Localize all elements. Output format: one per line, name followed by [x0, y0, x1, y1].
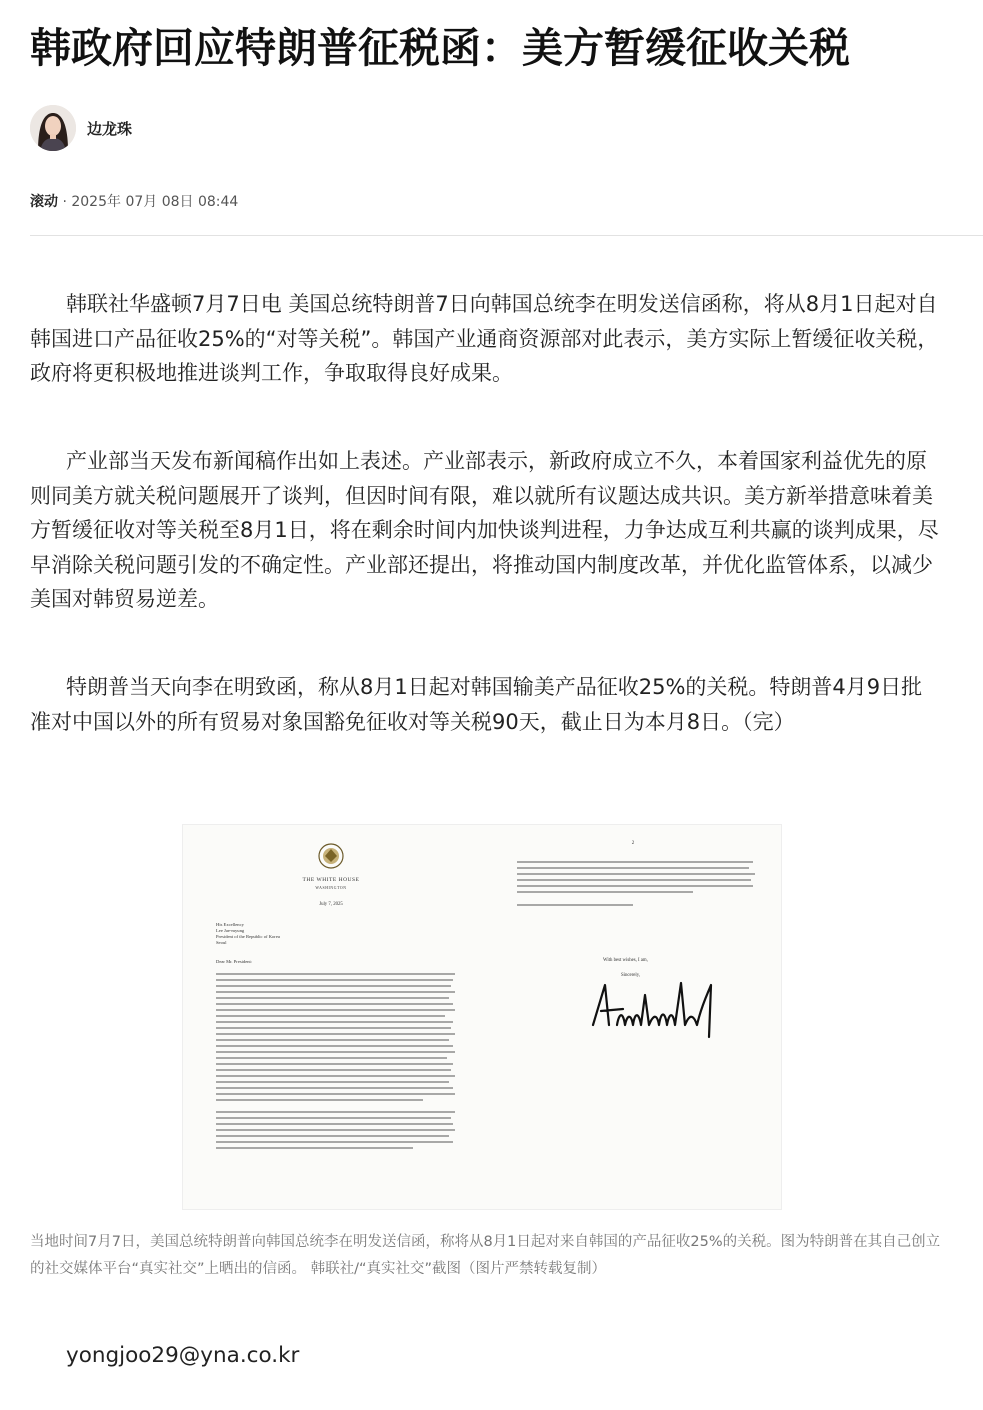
recipient-line: Lee Jae-myung	[216, 928, 245, 933]
author-row	[30, 104, 132, 152]
author-avatar[interactable]	[30, 105, 76, 151]
recipient-line: President of the Republic of Korea	[216, 934, 280, 939]
letter-page-2	[483, 825, 782, 1210]
author-name[interactable]: 边龙珠	[87, 119, 133, 138]
article-paragraph: 产业部当天发布新闻稿作出如上表述。产业部表示，新政府成立不久，本着国家利益优先的原则同美方就关税问题展开了谈判，但因时间有限，难以就所有议题达成共识。美方新举措意味着美方暂缓征收对等关税至8月1日，将在剩余时间内加快谈判进程，力争达成互利共赢的谈判成果，尽早消除关税问题引发的不确定性。产业部还提出，将推动国内制度改革，并优化监管体系，以减少美国对韩贸易逆差。	[30, 449, 939, 611]
letterhead-city: WASHINGTON	[315, 886, 347, 890]
letter-page-1	[183, 825, 483, 1210]
meta-divider	[30, 235, 983, 236]
letterhead-title: THE WHITE HOUSE	[302, 877, 360, 883]
photo-caption: 当地时间7月7日，美国总统特朗普向韩国总统李在明发送信函，称将从8月1日起对来自韩国的产品征收25%的关税。图为特朗普在其自己创立的社交媒体平台“真实社交”上晒出的信函。 韩联社/“真实社交”截图（图片严禁转载复制）	[30, 1234, 941, 1277]
letter-photo[interactable]	[182, 824, 782, 1210]
reporter-email[interactable]: yongjoo29@yna.co.kr	[66, 1343, 300, 1368]
article-meta	[30, 191, 238, 211]
article-paragraph: 韩联社华盛顿7月7日电 美国总统特朗普7日向韩国总统李在明发送信函称，将从8月1日起对自韩国进口产品征收25%的“对等关税”。韩国产业通商资源部对此表示，美方实际上暂缓征收关税，政府将更积极地推进谈判工作，争取取得良好成果。	[30, 292, 939, 385]
letter-date: July 7, 2025	[319, 902, 343, 907]
meta-separator: ·	[62, 194, 67, 210]
article-headline: 韩政府回应特朗普征税函：美方暂缓征收关税	[30, 24, 850, 72]
recipient-line: Seoul	[216, 940, 227, 945]
letter-closing: Sincerely,	[621, 973, 641, 978]
letter-closing: With best wishes, I am,	[603, 958, 648, 963]
letter-body-text	[517, 862, 755, 905]
letter-body-text	[216, 974, 455, 1148]
signature-icon	[593, 983, 711, 1037]
article-paragraph: 特朗普当天向李在明致函，称从8月1日起对韩国输美产品征收25%的关税。特朗普4月9日批准对中国以外的所有贸易对象国豁免征收对等关税90天，截止日为本月8日。（完）	[30, 675, 923, 734]
letter-salutation: Dear Mr. President:	[216, 959, 253, 964]
recipient-line: His Excellency	[216, 922, 244, 927]
presidential-seal-icon	[319, 844, 343, 868]
publish-date: 2025年 07月 08日 08:44	[71, 194, 239, 210]
avatar-portrait	[30, 105, 76, 151]
page-number: 2	[631, 841, 635, 846]
category-label[interactable]: 滚动	[30, 194, 58, 210]
